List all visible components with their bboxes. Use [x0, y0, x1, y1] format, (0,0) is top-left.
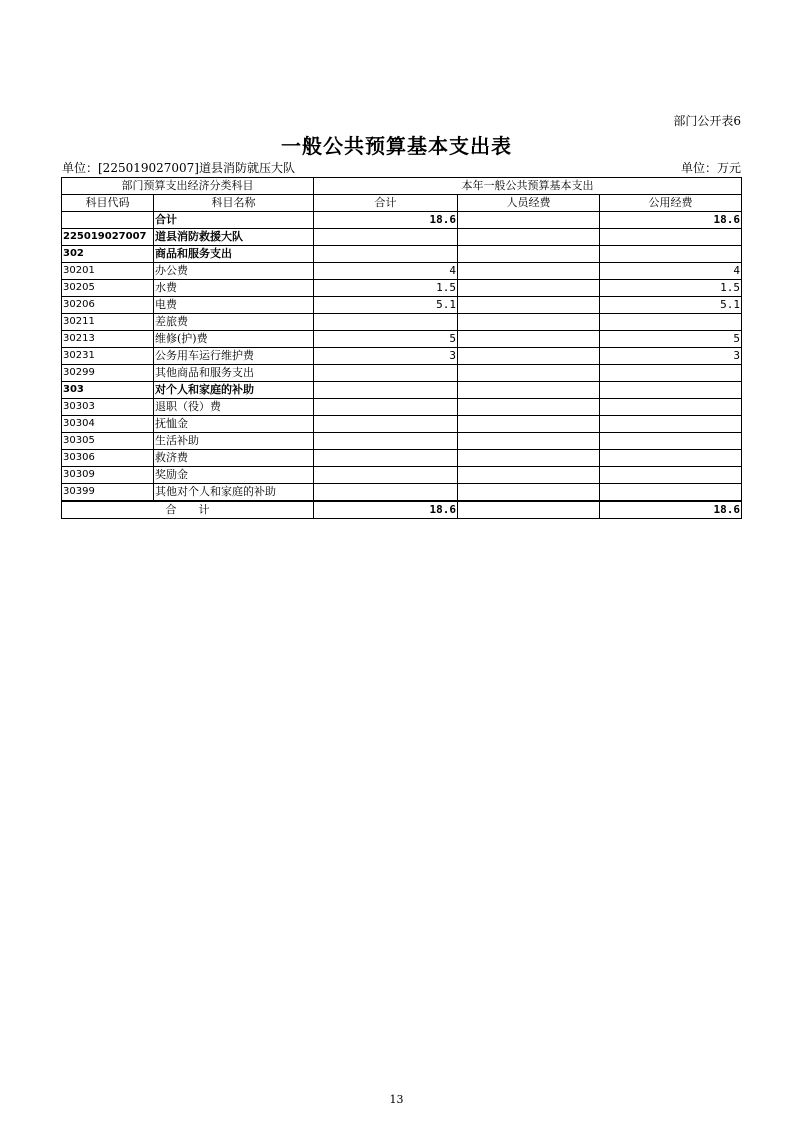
row-public	[600, 399, 742, 416]
row-public: 3	[600, 348, 742, 365]
table-row	[62, 229, 742, 246]
row-name: 公务用车运行维护费	[154, 348, 314, 365]
table-row	[62, 212, 742, 229]
row-public	[600, 484, 742, 502]
row-personnel	[458, 348, 600, 365]
row-name: 生活补助	[154, 433, 314, 450]
row-public: 18.6	[600, 212, 742, 229]
row-total	[314, 416, 458, 433]
row-name: 办公费	[154, 263, 314, 280]
column-header-code: 科目代码	[62, 195, 154, 212]
row-personnel	[458, 297, 600, 314]
table-row	[62, 314, 742, 331]
table-group-header-row	[62, 178, 742, 195]
unit-label: 单位：[225019027007]道县消防就压大队	[62, 161, 295, 175]
row-code	[62, 212, 154, 229]
row-name: 退职（役）费	[154, 399, 314, 416]
row-public	[600, 229, 742, 246]
row-total: 4	[314, 263, 458, 280]
row-personnel	[458, 263, 600, 280]
table-column-header-row	[62, 195, 742, 212]
row-public	[600, 314, 742, 331]
page-title: 一般公共预算基本支出表	[281, 134, 512, 158]
row-personnel	[458, 314, 600, 331]
row-public	[600, 365, 742, 382]
row-public	[600, 450, 742, 467]
row-personnel	[458, 484, 600, 502]
footer-total: 18.6	[314, 501, 458, 519]
table-row	[62, 484, 742, 502]
row-total	[314, 229, 458, 246]
row-public: 5.1	[600, 297, 742, 314]
footer-label: 合 计	[62, 501, 314, 519]
table-row	[62, 246, 742, 263]
table-row	[62, 365, 742, 382]
row-total	[314, 382, 458, 399]
row-total	[314, 450, 458, 467]
form-code: 部门公开表6	[673, 114, 741, 128]
row-code: 30299	[62, 365, 154, 382]
row-personnel	[458, 246, 600, 263]
row-code: 30399	[62, 484, 154, 502]
column-header-total: 合计	[314, 195, 458, 212]
row-code: 30206	[62, 297, 154, 314]
row-code: 303	[62, 382, 154, 399]
row-public	[600, 246, 742, 263]
footer-personnel	[458, 501, 600, 519]
row-code: 30211	[62, 314, 154, 331]
row-code: 30213	[62, 331, 154, 348]
row-name: 其他对个人和家庭的补助	[154, 484, 314, 502]
row-personnel	[458, 467, 600, 484]
table-row	[62, 399, 742, 416]
group-header-left: 部门预算支出经济分类科目	[62, 178, 314, 195]
row-name: 合计	[154, 212, 314, 229]
row-name: 抚恤金	[154, 416, 314, 433]
column-header-personnel: 人员经费	[458, 195, 600, 212]
row-total: 5.1	[314, 297, 458, 314]
table-row	[62, 382, 742, 399]
row-code: 225019027007	[62, 229, 154, 246]
row-total	[314, 467, 458, 484]
footer-public: 18.6	[600, 501, 742, 519]
row-personnel	[458, 450, 600, 467]
row-code: 302	[62, 246, 154, 263]
row-name: 水费	[154, 280, 314, 297]
row-personnel	[458, 382, 600, 399]
row-personnel	[458, 331, 600, 348]
table-row	[62, 297, 742, 314]
page-number: 13	[389, 1093, 404, 1106]
row-code: 30306	[62, 450, 154, 467]
row-code: 30303	[62, 399, 154, 416]
table-row	[62, 450, 742, 467]
row-name: 差旅费	[154, 314, 314, 331]
row-personnel	[458, 280, 600, 297]
row-personnel	[458, 212, 600, 229]
table-row	[62, 416, 742, 433]
row-personnel	[458, 365, 600, 382]
row-personnel	[458, 399, 600, 416]
row-code: 30309	[62, 467, 154, 484]
row-total	[314, 314, 458, 331]
row-total: 5	[314, 331, 458, 348]
row-total	[314, 399, 458, 416]
table-row	[62, 263, 742, 280]
row-name: 商品和服务支出	[154, 246, 314, 263]
row-code: 30205	[62, 280, 154, 297]
row-total: 1.5	[314, 280, 458, 297]
row-public: 1.5	[600, 280, 742, 297]
row-total	[314, 365, 458, 382]
row-public	[600, 467, 742, 484]
row-name: 道县消防救援大队	[154, 229, 314, 246]
currency-unit: 单位：万元	[680, 161, 741, 175]
table-row	[62, 433, 742, 450]
row-name: 维修(护)费	[154, 331, 314, 348]
row-public	[600, 416, 742, 433]
budget-table	[61, 177, 742, 519]
row-total: 3	[314, 348, 458, 365]
row-code: 30231	[62, 348, 154, 365]
table-row	[62, 280, 742, 297]
column-header-public: 公用经费	[600, 195, 742, 212]
row-name: 奖励金	[154, 467, 314, 484]
table-row	[62, 331, 742, 348]
row-personnel	[458, 416, 600, 433]
row-name: 救济费	[154, 450, 314, 467]
row-total	[314, 246, 458, 263]
row-code: 30304	[62, 416, 154, 433]
row-public: 5	[600, 331, 742, 348]
column-header-name: 科目名称	[154, 195, 314, 212]
row-personnel	[458, 229, 600, 246]
row-personnel	[458, 433, 600, 450]
row-name: 其他商品和服务支出	[154, 365, 314, 382]
row-total	[314, 484, 458, 502]
row-public: 4	[600, 263, 742, 280]
table-row	[62, 348, 742, 365]
group-header-right: 本年一般公共预算基本支出	[314, 178, 742, 195]
row-total	[314, 433, 458, 450]
row-code: 30201	[62, 263, 154, 280]
table-row	[62, 467, 742, 484]
row-public	[600, 382, 742, 399]
row-name: 电费	[154, 297, 314, 314]
table-footer-row	[62, 501, 742, 519]
row-name: 对个人和家庭的补助	[154, 382, 314, 399]
row-total: 18.6	[314, 212, 458, 229]
row-public	[600, 433, 742, 450]
row-code: 30305	[62, 433, 154, 450]
